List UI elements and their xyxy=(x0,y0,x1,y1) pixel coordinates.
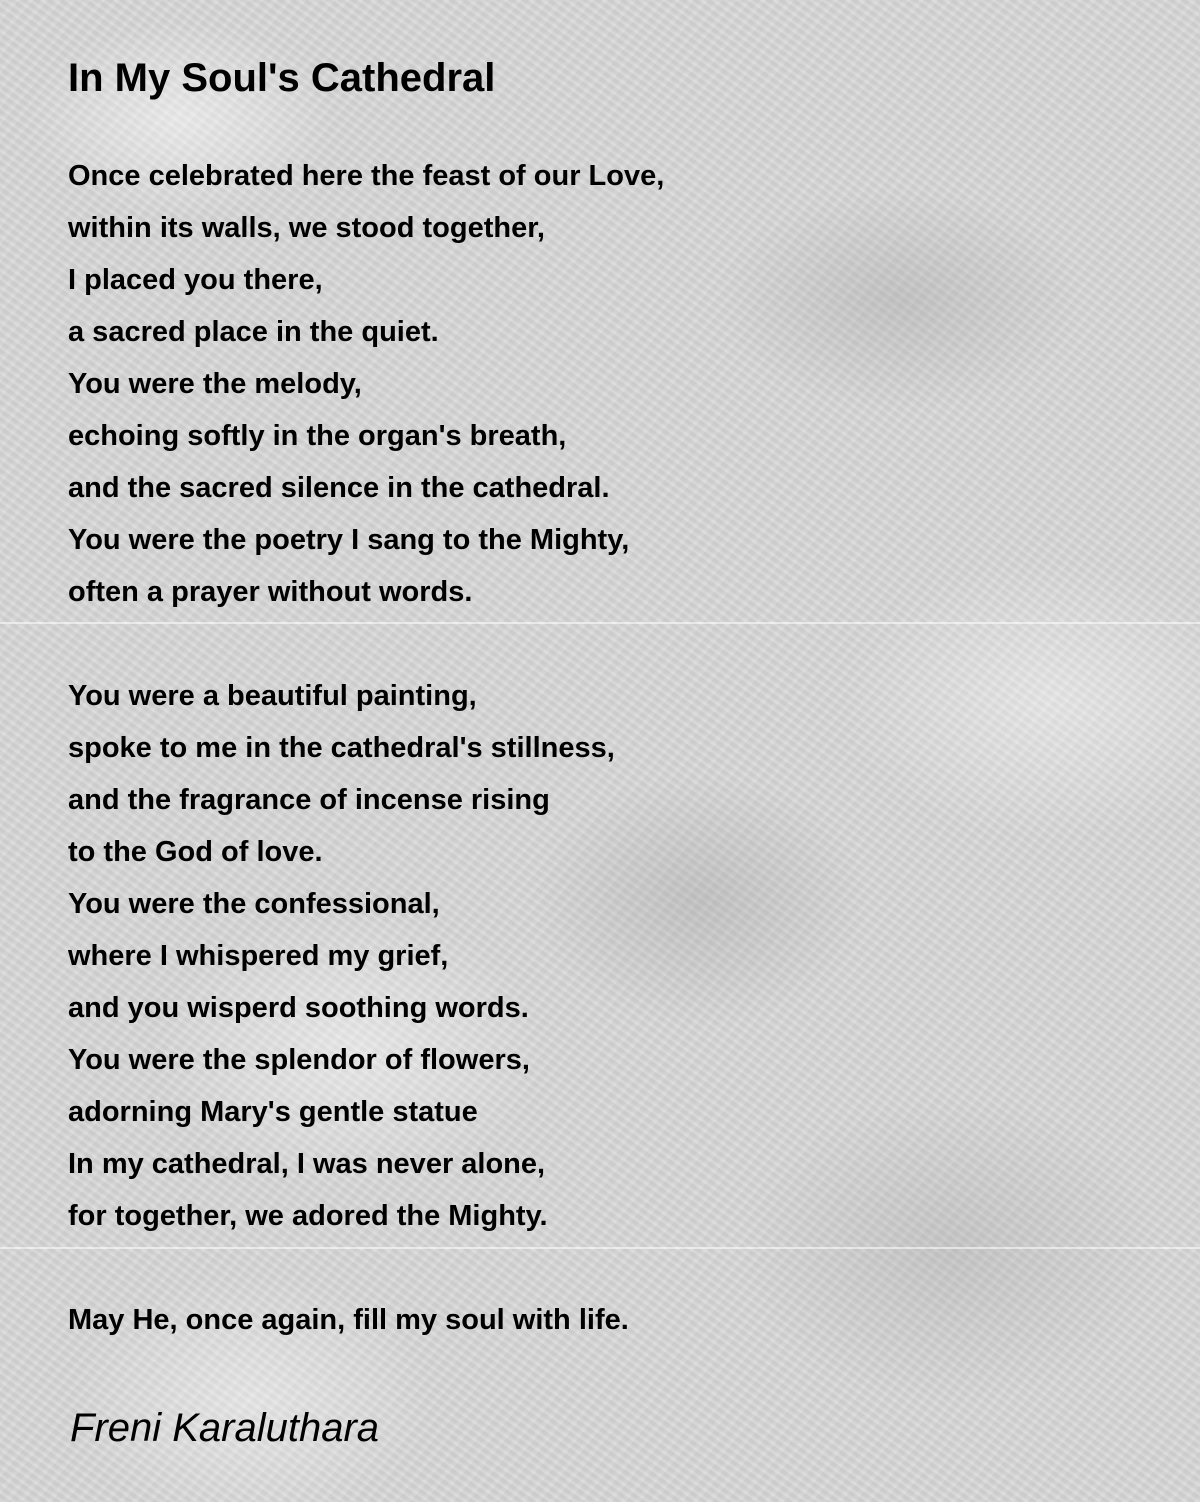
poem-line: often a prayer without words. xyxy=(68,576,473,608)
poem-line: In my cathedral, I was never alone, xyxy=(68,1148,546,1180)
poem-line: and the sacred silence in the cathedral. xyxy=(68,472,610,504)
poem-line: echoing softly in the organ's breath, xyxy=(68,420,567,452)
poem-line: to the God of love. xyxy=(68,836,323,868)
poem-line: May He, once again, fill my soul with life. xyxy=(68,1304,629,1336)
poem-line: You were the splendor of flowers, xyxy=(68,1044,530,1076)
poem-line: and the fragrance of incense rising xyxy=(68,784,550,816)
background-band-seam xyxy=(0,1247,1200,1249)
poem-line: a sacred place in the quiet. xyxy=(68,316,439,348)
poem-line: You were the poetry I sang to the Mighty, xyxy=(68,524,630,556)
background-band-seam xyxy=(0,622,1200,624)
stanza-3 xyxy=(68,1294,629,1346)
poem-line: You were the confessional, xyxy=(68,888,440,920)
poem-author: Freni Karaluthara xyxy=(70,1406,380,1450)
stanza-1 xyxy=(68,150,664,618)
poem-line: You were a beautiful painting, xyxy=(68,680,477,712)
poem-line: I placed you there, xyxy=(68,264,323,296)
stanza-2 xyxy=(68,670,615,1242)
poem-line: You were the melody, xyxy=(68,368,362,400)
poem-line: for together, we adored the Mighty. xyxy=(68,1200,548,1232)
poem-line: spoke to me in the cathedral's stillness, xyxy=(68,732,615,764)
poem-line: and you wisperd soothing words. xyxy=(68,992,529,1024)
poem-line: adorning Mary's gentle statue xyxy=(68,1096,478,1128)
poem-title: In My Soul's Cathedral xyxy=(68,56,496,100)
poem-line: where I whispered my grief, xyxy=(68,940,449,972)
poem-line: Once celebrated here the feast of our Love, xyxy=(68,160,665,192)
poem-line: within its walls, we stood together, xyxy=(68,212,545,244)
